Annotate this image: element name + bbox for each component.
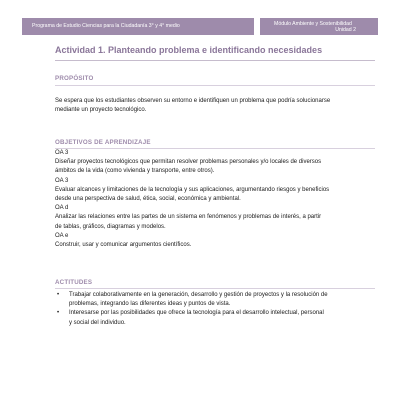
proposito-text: [55, 97, 380, 115]
objetivos-heading: OBJETIVOS DE APRENDIZAJE: [55, 139, 151, 146]
module-name: Módulo Ambiente y Sostenibilidad: [274, 21, 352, 27]
oa-code: OA e: [55, 232, 69, 239]
oa-description: Analizar las relaciones entre las partes de un sistema en fenómenos y problemas de interés, a partir: [55, 214, 322, 221]
program-banner: Programa de Estudio Ciencias para la Ciudadanía 3° y 4° medio: [22, 18, 254, 35]
list-item-line: y social del individuo.: [69, 319, 126, 326]
activity-title: Actividad 1. Planteando problema e identificando necesidades: [55, 45, 323, 55]
proposito-divider: [55, 85, 375, 86]
objetivos-text: [55, 149, 380, 250]
oa-description: de tablas, gráficos, diagramas y modelos.: [55, 223, 166, 230]
oa-description: desde una perspectiva de salud, ética, social, económica y ambiental.: [55, 196, 241, 203]
unit-label: Unidad 2: [335, 27, 356, 33]
list-item-line: Trabajar colaborativamente en la generación, desarrollo y gestión de proyectos y la resolución de: [69, 292, 328, 298]
oa-code: OA 3: [55, 150, 69, 156]
list-item: [55, 291, 380, 309]
actitudes-list: [55, 291, 380, 328]
oa-description: ámbitos de la vida (como vivienda y transporte, entre otros).: [55, 168, 215, 175]
list-item: [55, 309, 380, 327]
title-divider: [55, 60, 375, 61]
proposito-line: Se espera que los estudiantes observen su entorno e identifiquen un problema que podría solucionarse: [55, 98, 331, 104]
oa-code: OA d: [55, 205, 69, 212]
proposito-line: mediante un proyecto tecnológico.: [55, 107, 147, 114]
list-item-line: problemas, integrando las diferentes ideas y puntos de vista.: [69, 301, 231, 308]
oa-code: OA 3: [55, 177, 69, 184]
actitudes-heading: ACTITUDES: [55, 279, 93, 286]
page-header: [0, 0, 400, 36]
list-item-line: Interesarse por las posibilidades que ofrece la tecnología para el desarrollo intelectual, personal: [69, 310, 324, 317]
oa-description: Evaluar alcances y limitaciones de la tecnología y sus aplicaciones, argumentando riesgos y beneficios: [55, 186, 330, 193]
proposito-heading: PROPÓSITO: [55, 75, 94, 82]
oa-description: Construir, usar y comunicar argumentos científicos.: [55, 242, 192, 249]
actitudes-divider: [55, 288, 375, 289]
module-banner: [260, 18, 378, 35]
bullet-icon: •: [57, 310, 60, 317]
bullet-icon: •: [57, 292, 60, 298]
oa-description: Diseñar proyectos tecnológicos que permitan resolver problemas personales y/o locales de diversos: [55, 159, 322, 166]
